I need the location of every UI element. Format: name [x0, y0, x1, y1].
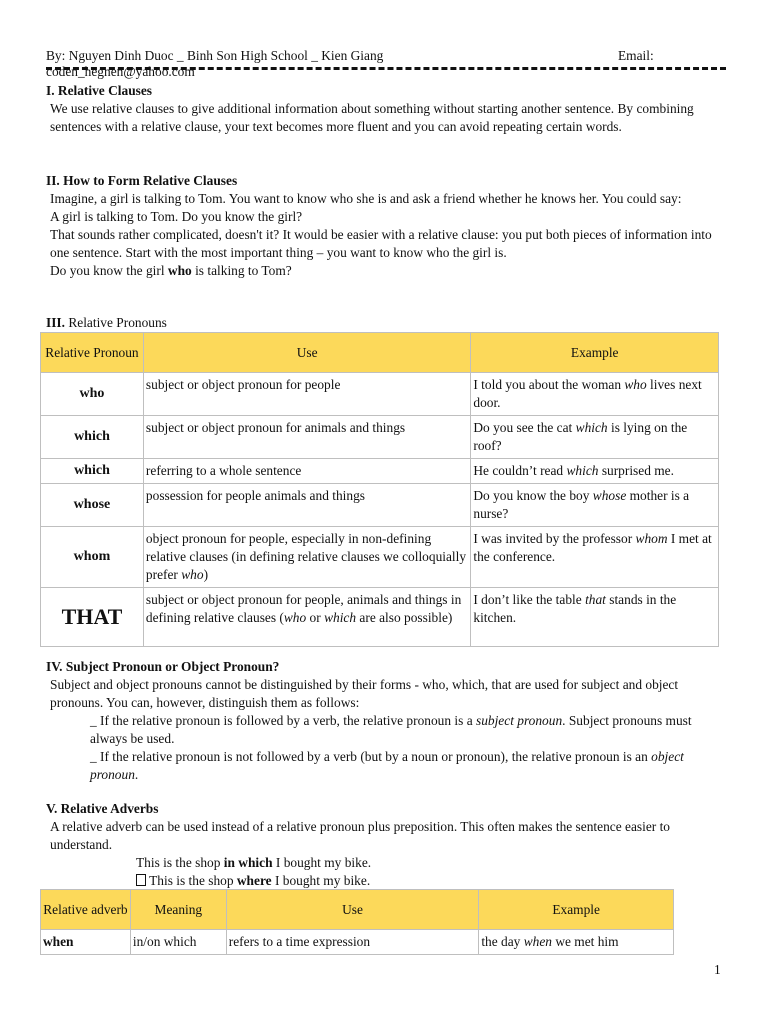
example-cell: [471, 588, 719, 647]
table-row: [41, 484, 719, 527]
text-run: He couldn’t read: [473, 463, 567, 478]
text-run-italic: who: [181, 567, 204, 582]
text-run-bold: in which: [223, 855, 273, 870]
author-line: By: Nguyen Dinh Duoc _ Binh Son High School _ Kien Giang: [46, 48, 384, 63]
text-run: _ If the relative pronoun is followed by a verb, the relative pronoun is a: [90, 713, 476, 728]
text-run: This is the shop: [146, 873, 237, 888]
text-run: Do you know the girl: [50, 263, 168, 278]
table-row: [41, 930, 674, 955]
text-run: or: [306, 610, 325, 625]
text-run-italic: which: [575, 420, 608, 435]
column-header: Relative adverb: [41, 890, 131, 930]
use-cell: subject or object pronoun for animals and things: [143, 416, 470, 459]
section-subject-object: [46, 658, 726, 784]
text-run-bold: where: [236, 873, 272, 888]
text-run: Do you know the boy: [473, 488, 593, 503]
text-run: stands in the kitchen.: [473, 592, 677, 625]
text-run: ): [203, 567, 209, 582]
table-row: [41, 527, 719, 588]
text-run: This is the shop: [136, 855, 224, 870]
page-header: [46, 47, 726, 79]
example-cell: [471, 484, 719, 527]
pronoun-cell: which: [41, 416, 144, 459]
pronoun-cell: THAT: [41, 588, 144, 647]
use-cell: refers to a time expression: [226, 930, 479, 955]
section-title: II. How to Form Relative Clauses: [46, 173, 238, 188]
section-paragraph: That sounds rather complicated, doesn't it? It would be easier with a relative clause: you put both pieces of information into one sentence. Start with the most important thing – you want to know who the girl is.: [50, 227, 712, 260]
column-header: Example: [471, 333, 719, 373]
text-run-italic: when: [523, 934, 552, 949]
example-line: [46, 872, 726, 890]
header-divider: [46, 67, 726, 70]
example-cell: [471, 527, 719, 588]
text-run: are also possible): [356, 610, 453, 625]
text-run: I bought my bike.: [272, 855, 372, 870]
example-cell: [471, 459, 719, 484]
section-relative-adverbs: [46, 800, 726, 890]
text-run: is lying on the roof?: [473, 420, 688, 453]
relative-adverbs-table: [40, 889, 674, 955]
bullet-item: [46, 748, 726, 784]
text-run: object pronoun for people, especially in non-defining relative clauses (in defining relative clauses we colloquially prefer: [145, 531, 467, 582]
relative-pronouns-table: [40, 332, 719, 647]
example-cell: [479, 930, 674, 955]
section-paragraph: [46, 262, 726, 280]
text-run-bold: who: [167, 263, 192, 278]
text-run: I don’t like the table: [473, 592, 586, 607]
section-paragraph: Subject and object pronouns cannot be distinguished by their forms - who, which, that are used for subject and object pronouns. You can, however, distinguish them as follows:: [50, 677, 679, 710]
table-row: [41, 459, 719, 484]
adverb-cell: when: [41, 930, 131, 955]
example-cell: [471, 373, 719, 416]
use-cell: [143, 527, 470, 588]
text-run-italic: object pronoun: [90, 749, 684, 782]
text-run: subject or object pronoun for people, animals and things in defining relative clauses (: [145, 592, 462, 625]
use-cell: [143, 588, 470, 647]
text-run: Do you see the cat: [473, 420, 576, 435]
text-run-italic: who: [283, 610, 307, 625]
email-address: coden_hegnen@yahoo.com: [46, 64, 195, 79]
text-run-italic: who: [624, 377, 647, 392]
column-header: Relative Pronoun: [41, 333, 144, 373]
text-run: is talking to Tom?: [191, 263, 292, 278]
email-label: Email:: [618, 48, 654, 63]
text-run: lives next door.: [473, 377, 702, 410]
text-run: we met him: [551, 934, 619, 949]
table-row: [41, 416, 719, 459]
pronoun-cell: whose: [41, 484, 144, 527]
column-header: Use: [226, 890, 479, 930]
section-title: I. Relative Clauses: [46, 83, 153, 98]
column-header: Use: [143, 333, 470, 373]
text-run: .: [134, 767, 139, 782]
section-paragraph: Imagine, a girl is talking to Tom. You want to know who she is and ask a friend whether he knows her. You could say:: [50, 191, 682, 206]
column-header: Meaning: [130, 890, 226, 930]
column-header: Example: [479, 890, 674, 930]
table-header-row: [41, 333, 719, 373]
section-title: [46, 314, 726, 332]
text-run-italic: which: [566, 463, 599, 478]
table-header-row: [41, 890, 674, 930]
page-number: 1: [714, 962, 721, 977]
text-run-italic: whom: [635, 531, 668, 546]
text-run: I met at the conference.: [473, 531, 712, 564]
section-how-to-form: [46, 172, 726, 280]
section-relative-pronouns: [46, 314, 726, 332]
text-run: I was invited by the professor: [473, 531, 636, 546]
text-run-italic: subject pronoun: [475, 713, 563, 728]
checkbox-glyph-icon: [136, 874, 146, 886]
text-run: surprised me.: [598, 463, 674, 478]
section-relative-clauses: [46, 82, 726, 136]
text-run: mother is a nurse?: [473, 488, 690, 521]
text-run: _ If the relative pronoun is not followed by a verb (but by a noun or pronoun), the relative pronoun is an: [90, 749, 652, 764]
example-line: [46, 854, 726, 872]
use-cell: possession for people animals and things: [143, 484, 470, 527]
table-row: [41, 373, 719, 416]
section-paragraph: We use relative clauses to give additional information about something without starting another sentence. By combining sentences with a relative clause, your text becomes more fluent and you can avoid repeating certain words.: [50, 101, 694, 134]
section-paragraph: A girl is talking to Tom. Do you know the girl?: [50, 209, 303, 224]
section-title: IV. Subject Pronoun or Object Pronoun?: [46, 659, 280, 674]
pronoun-cell: who: [41, 373, 144, 416]
example-cell: [471, 416, 719, 459]
text-run: . Subject pronouns must always be used.: [90, 713, 692, 746]
bullet-item: [46, 712, 726, 748]
use-cell: referring to a whole sentence: [143, 459, 470, 484]
text-run: I bought my bike.: [271, 873, 371, 888]
text-run: the day: [481, 934, 524, 949]
use-cell: subject or object pronoun for people: [143, 373, 470, 416]
pronoun-cell: whom: [41, 527, 144, 588]
meaning-cell: in/on which: [130, 930, 226, 955]
section-number: III.: [46, 315, 65, 330]
text-run-italic: that: [585, 592, 606, 607]
text-run-italic: whose: [592, 488, 627, 503]
section-title-text: Relative Pronouns: [64, 315, 167, 330]
section-title: V. Relative Adverbs: [46, 801, 159, 816]
pronoun-cell: which: [41, 459, 144, 484]
table-row: [41, 588, 719, 647]
section-paragraph: A relative adverb can be used instead of a relative pronoun plus preposition. This often makes the sentence easier to understand.: [50, 819, 670, 852]
text-run: I told you about the woman: [473, 377, 625, 392]
text-run-italic: which: [324, 610, 357, 625]
